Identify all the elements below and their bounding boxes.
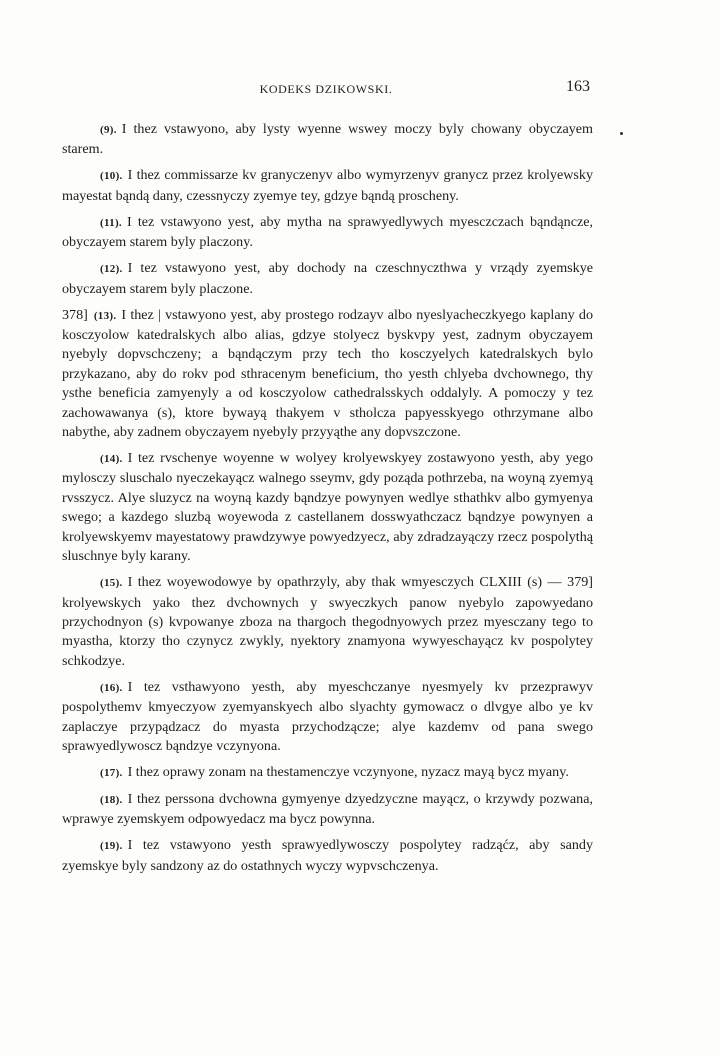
paragraph-text: I thez woyewodowye by opathrzyly, aby thak wmyesczych CLXIII (s) — 379] krolyewskych yako thez dvchownych y swyeczkych panow nyebylo zapowyedano przychodnyon (s) kvpowanye zboza na thargoch thegodnyowych przez myesczany tego to myastha, ktorzy tho czynycz zwykly, nyektory znamyona wywyeschayącz kv pospolytey schkodzye. [62, 574, 593, 669]
paragraph-text: I tez vstawyono yest, aby mytha na sprawyedlywych myesczczach bąndąncze, obyczayem starem byly placzony. [62, 213, 593, 251]
paragraph-15 [62, 573, 593, 671]
paragraph-14 [62, 449, 593, 566]
paragraph-text: I tez vsthawyono yesth, aby myeschczanye nyesmyely kv przezprawyv pospolythemv kmyeczyow zyemyanskyech albo slyachty gymowacz o dlvgye albo ye kv zaplaczye przypądzacz do myasta przychodzącze; alye kazdemv od pana swego sprawyedlywoscz bąndzye vczynyona. [62, 678, 593, 754]
paragraph-text: I thez oprawy zonam na thestamenczye vczynyone, nyzacz mayą bycz myany. [127, 763, 569, 780]
article-number: (17). [100, 766, 123, 779]
article-number: (18). [100, 793, 123, 806]
folio-marker: 378] [62, 306, 88, 323]
paragraph-text: I thez commissarze kv granyczenyv albo wymyrzenyv granycz przez krolyewsky mayestat bąndą dany, czessnyczy zyemye tey, gdzye bąndą proscheny. [62, 167, 593, 204]
article-number: (14). [100, 453, 123, 466]
article-number: (12). [100, 263, 123, 276]
paragraph-17 [62, 763, 593, 783]
paragraph-13 [62, 306, 593, 443]
paragraph-16 [62, 678, 593, 757]
paragraph-18 [62, 790, 593, 830]
running-head [62, 80, 590, 100]
body-text [62, 120, 593, 883]
article-number: (13). [93, 309, 117, 322]
article-number: (19). [100, 840, 123, 853]
paragraph-text: I tez vstawyono yesth sprawyedlywosczy pospolytey radząćz, aby sandy zyemskye byly sandzony az do ostathnych wyczy wypvschczenya. [62, 837, 593, 874]
paragraph-text: I thez perssona dvchowna gymyenye dzyedzyczne mayącz, o krzywdy pozwana, wprawye zyemskyem odpowyedacz ma bycz powynna. [62, 790, 593, 828]
paragraph-text: I thez | vstawyono yest, aby prostego rodzayv albo nyeslyacheczkyego kaplany do kosczyolow katedralskych albo alias, gdzye stolyecz byskvpy yest, zadnym obyczayem nyebyly dopvschczeny; a bąndączym przy tech tho kosczyelych katedralskych bylo przykazano, aby do rokv pod sthracenym beneficium, tho yesth chlyeba dvchownego, thy ysthe beneficia zamyenyly a od kosczyolow cathedralsskych oddalyly. A pomoczy y tez zachowawanya (s), ktore bywayą thakyem v stholcza papyesskyego othrzymane albo nabythe, aby zadnem obyczayem nyebyly przyyąthe any dopvszczone. [62, 306, 593, 441]
paragraph-9 [62, 120, 593, 160]
article-number: (10). [100, 170, 123, 183]
paragraph-12 [62, 259, 593, 299]
article-number: (16). [100, 681, 123, 694]
article-number: (11). [100, 216, 122, 229]
running-title: KODEKS DZIKOWSKI. [259, 82, 393, 96]
stray-mark [620, 132, 623, 135]
article-number: (15). [100, 577, 123, 590]
paragraph-text: I tez vstawyono yest, aby dochody na czeschnyczthwa y vrządy zyemskye obyczayem starem byly placzone. [62, 260, 593, 297]
paragraph-text: I thez vstawyono, aby lysty wyenne wswey moczy byly chowany obyczayem starem. [62, 121, 593, 158]
page-number: 163 [566, 78, 590, 95]
article-number: (9). [100, 124, 117, 136]
paragraph-19 [62, 836, 593, 876]
paragraph-text: I tez rvschenye woyenne w wolyey krolyewskyey zostawyono yesth, aby yego mylosczy sluschalo nyeczekayącz walnego sseymv, gdy poząda pothrzeba, na woyną zyemyą rvsszycz. Alye sluzycz na woyną kazdy bąndzye powynyen wedlye sthathkv albo gymyenya swego; a kazdego sluzbą woyewoda z castellanem dosswyathczacz bąndzye powynyen a krolyewskyemv mayestatowy prawdzywye powyedzyecz, aby zdradzayączy rzecz pospolythą sluschnye byly karany. [62, 450, 593, 565]
paragraph-11 [62, 213, 593, 253]
paragraph-10 [62, 166, 593, 206]
